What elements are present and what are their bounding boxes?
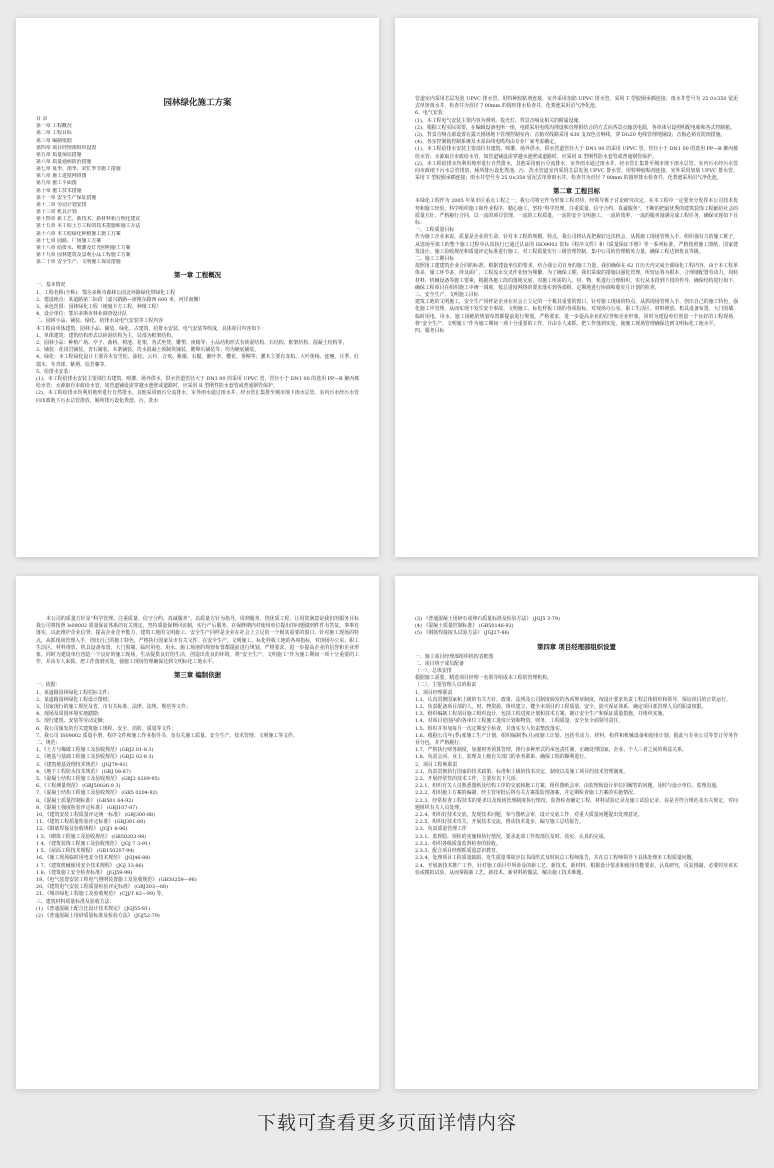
paragraph: 11、《建筑工程质量检验评定标准》 (GBJ301-88) bbox=[36, 819, 146, 826]
paragraph: 12、《钢筋焊接及验收规程》 (JGJ1 8-96) bbox=[36, 826, 128, 833]
paragraph: 7、《混凝土结构工程施工及验收规范》 (GB5 0204-92) bbox=[36, 790, 158, 797]
paragraph: 2.4、开展新技术推广工作，针对施工项目中所涉及的新工艺、新技术、新材料，根据设计要求和使用功能要求，认真研究，反复推敲，必要时应该实验或模拟试验，从而掌握新工艺、新技术、新材料的做法，解决施工技术难题。 bbox=[415, 862, 738, 876]
paragraph: 2.2.4、组织好技术交底，发现技术问题，参与图纸会审，设计交底工作，对重大质量问题提出处理意见。 bbox=[415, 812, 643, 819]
paragraph: 2.1、负责贯彻执行国家的技术政策、标准和上级的技术决定、制度以及施工项目的技术管理制度。 bbox=[415, 768, 629, 775]
page-body bbox=[415, 616, 738, 638]
toc-item: 第四章 项目经理部组织设置 bbox=[36, 144, 97, 151]
paragraph: 2.3.4、处理项目工程质量缺陷，发生质量事故应以书面形式及时向总工程师报告，并在总工程师领导下具体处理本工程质量问题。 bbox=[415, 855, 697, 862]
paragraph: 1.6、根据公司年(季)度施工生产计划，组织编制季(月)度施工计划，包括劳动力、材料、构件和机械设备和使用计划，据此与专业公司等签订劳务作业分包，并严格履行。 bbox=[415, 732, 738, 747]
toc-item: 第三章 编制依据 bbox=[36, 137, 72, 144]
paragraph: 1.2、负责配备项目部的人、财、物资源，组织建立、健全本项目的工程质量、安全、防火保证体系，确定项目部管理人员的职责权限。 bbox=[415, 704, 707, 711]
paragraph: 1.3、组织编制工程项目施工组织设计，包括工程进度计划和技术方案，制订安全生产和保证质量措施，并组织实施。 bbox=[415, 711, 668, 718]
paragraph: 3、承包范围：园林绿化工程（地貌卡方工程、种植工程） bbox=[36, 303, 162, 310]
chapter-body bbox=[36, 682, 359, 920]
paragraph: 20、《建筑电气安装工程质量检验评定标准》 (GBJ303—88) bbox=[36, 884, 168, 891]
toc-item: 第六章 质量通病防治措施 bbox=[36, 158, 92, 165]
paragraph: 一、工程质量目标 bbox=[415, 227, 455, 234]
paragraph: 1.8、负责会同、业主、监理及上级有关部门的业务联系，确保工程的顺利进行。 bbox=[415, 754, 590, 761]
paragraph: (1)、本工程电气安装主要内容为照明、投光灯、背景音响及相关的附属设施。 bbox=[415, 117, 584, 124]
paragraph: (1) 《普通混凝土配合比设计技术规定》 (JGJ55-81) bbox=[36, 905, 151, 912]
paragraph: (4) 《混凝土质量控制标准》 (GB50146-92) bbox=[415, 623, 514, 630]
paragraph: 2.3、负责质量管理工作 bbox=[415, 826, 467, 833]
paragraph: 16、《施工现场临时用电安全技术规范》 (JGJ46-88) bbox=[36, 855, 151, 862]
paragraph: 2.2.1、组织有关人员熟悉图纸及结构工序的交底和施工方案，组织图纸会审，由监理和设计单位同解答的问题，及时与设计单位、监理沟通。 bbox=[415, 783, 721, 790]
chapter-body bbox=[36, 282, 359, 404]
paragraph: 二、项目班子成员配备 bbox=[415, 660, 464, 667]
paragraph: 一、施工项目经理部组织机构表框图 bbox=[415, 653, 494, 660]
paragraph: 2.2、开展经常性的技术工作，主要有以下几项： bbox=[415, 776, 521, 783]
paragraph: 9、《混凝土强度检验评定标准》 (GBJ107-87) bbox=[36, 804, 138, 811]
toc-item: 第十七章 园路、广场施工方案 bbox=[36, 237, 102, 244]
paragraph: 1 4、《建筑装饰工程施工及验收规范》 (JGJ 7 3-91) bbox=[36, 840, 150, 847]
paragraph: 3、铺装：花岗岩铺装、青石铺装、木条铺装、洗水混凝土预制块铺装、鹅卵石铺装等；均为硬底铺装。 bbox=[36, 347, 260, 354]
paragraph: 二、园林小品、铺装、绿化、给排水及电气安装等工程内容 bbox=[36, 318, 164, 325]
toc-item: 第十四章 新工艺、新技术、新材料和合理化建议 bbox=[36, 216, 141, 223]
paragraph: 5、给排水安装： bbox=[36, 368, 74, 375]
chapter-body bbox=[415, 654, 738, 877]
paragraph: 2、园林小品：种植广场、亭子、曲桥、树池、花架、各式坐凳、雕塑、座椅等；小品结构形式有砖混结构、石结构、框架结构、混凝土结构等。 bbox=[36, 339, 348, 346]
download-more-prompt[interactable]: 下载可查看更多页面详情内容 bbox=[256, 1112, 517, 1134]
paragraph: 2.2.5、组织好技术攻关，开展技术交流，推动技术进步，编写施工总结报告。 bbox=[415, 819, 584, 826]
paragraph: 三、建筑材料质量标准及验收方法： bbox=[36, 898, 115, 905]
paragraph: (2)、本工程给排水均利用地形进行自然排水，其他采用雨污分流排水，室外雨水通过雨水井，经水管汇集排至城市地下雨水总管。室内污水经污水管向市政地下污水总管排放，厕所排污设化粪池、污、洗水 bbox=[36, 390, 359, 404]
paragraph: （二）、主要管理人员的职责 bbox=[415, 682, 477, 689]
paragraph: （一）、总体安排 bbox=[415, 668, 452, 675]
toc-item: 第二十章 安全生产、文明施工保证措施 bbox=[36, 259, 121, 266]
paragraph: 一、基本情况 bbox=[36, 282, 66, 289]
paragraph: 6、《工程测量规范》 (GBJ50026-9 3) bbox=[36, 783, 121, 790]
paragraph: (1)、本工程给排水安装主要部位有建筑、喷灌、场外供水，供水管道管径大于 DN1 00 的采用 UPVC 管，管径小于 DN1 00 的选用 PP—R 聚丙烯给水管；水源取自市政给水管，如管道铺设需穿越水池壁或道路时，应采用 II 型刚性防水套管或普通钢管保护。 bbox=[415, 146, 738, 160]
paragraph: 本工程由单体建筑、园林小品、铺装、绿化、古建筑、给排水安装、电气安装等组成，具体项目内容如下： bbox=[36, 325, 266, 332]
chapter-heading: 第四章 项目经理部组织设置 bbox=[537, 642, 616, 651]
toc-item: 第十三章 机具计划 bbox=[36, 209, 77, 216]
paragraph: (2) 《普通混凝土用砂质量标准及检验方法》 (JGJ52-79) bbox=[36, 912, 160, 919]
paragraph: 四、服务目标 bbox=[415, 328, 445, 335]
chapter-heading: 第二章 工程目标 bbox=[553, 187, 600, 196]
document-page-2 bbox=[395, 18, 758, 557]
chapter-body bbox=[415, 198, 738, 335]
paragraph: 建筑工地的文明施工，安全生产同样是企业在社会上立足的一个极其重要的窗口，针对施工现场的特点，从抓现场管理入手，创出自己的施工特色，强化施工中管理，从而实现不发生安全事故、文明施工、标化样板工地的各项指标。对现场办公室、职工生活区、材料堆放、机具设备布置，大门围墙、临时用电、用水、施工场地的规划布置都提前进行规划，严格要求，进一步提高企业的信誉和企业形象，同时为建设单位创造一个良好的工程现场，将“安全生产，文明施工”作为施工期间一项十分重要的工作，并由专人来抓，把工作落到实处，使施工现场管理确保达到文明标化工地水平。 bbox=[415, 299, 738, 327]
paragraph: 4、现场及周围环境实地踏勘； bbox=[36, 711, 103, 718]
paragraph: 根据施工需要，精选项目经理一名领导组成本工程的管理机构。 bbox=[415, 675, 552, 682]
paragraph: 1、某道路园林绿化工程招标文件； bbox=[36, 689, 113, 696]
paragraph: 三、安全生产、文明施工目标 bbox=[415, 292, 479, 299]
paragraph: (2)、根据工程实际需要，在编辑设备电所一座，电缆采用电缆沟埋设和直埋相结合的方式向各景点输送电源，各单体另设照明配电箱和各式控制箱。 bbox=[415, 124, 735, 131]
page-body bbox=[415, 96, 738, 182]
paragraph: 21、《城市绿化工程施工及验收规范》 (CJJ/T 82—99) 等。 bbox=[36, 891, 167, 898]
toc-item: 第十八章 给排水、喷灌及灯光照明施工方案 bbox=[36, 244, 131, 251]
paragraph: 3、《建筑地基处理技术规范》 (JGJ79-91) bbox=[36, 761, 128, 768]
paragraph: 1.5、组织并参加每月一次定期安全检查，并落实专人负责整改落实。 bbox=[415, 725, 565, 732]
paragraph: 2.2.3、经常检查工程技术的要求以及现场管理制度执行情况，监督检查确定工程、材料试验记录及施工试验记录，看是否符合规范及有关规定，对问题组织有关人员处理。 bbox=[415, 797, 738, 811]
paragraph: 10、《建筑安装工程质量评定统一标准》 (GBJ300-88) bbox=[36, 812, 155, 819]
paragraph: 2.3.1、监督隐、预检的实施和执行情况，要求此项工作按部位及时、真实、认真的完成。 bbox=[415, 833, 609, 840]
paragraph: 4、《地下工程防水技术规范》 (GBJ 08-87) bbox=[36, 768, 131, 775]
paragraph: 管道室内采用芯层发泡 UPVC 排水管，用特种胶粘剂连接，室外采用加筋 UPVC 排水管，采用 T 型胶圈承插连接；雨水井型号为 25 0×350 留泥式单箅雨水井，检查井为直径 7 00mm 的圆形排水检查井，化粪池采用沼气净化池。 bbox=[415, 96, 738, 110]
paragraph: 2.3.3、配合项目经理抓质量意识教育。 bbox=[415, 848, 501, 855]
paragraph: 按照用工建建筑企业合同的标准，根据建设单位的要求，结合我公司自身的施工力量，我们确保在 62 日历天内完成全部绿化工程内容，由于本工程单体多，施工环节多，涉及面广，工程流水交叉作业较为频繁，为了确保工期，我们采取的措施以强化管理，所密运筹为根本，合理地配置劳动力，周转材料，机械设备等施工要素，根据各施工段的落地交底，对施工所需的人、材、物、机进行合理组织，实行从本段到下段的传导，确保结构进行如下，确保工程项目在组织施工中统一调度，按总进度网络的要求落实到各部组，定期地进行协调和收实月计划的检查。 bbox=[415, 263, 738, 291]
paragraph: 19、《电气装置安装工程电气照明装置施工及验收规范》 (GB50259—96) bbox=[36, 876, 197, 883]
paragraph: 1.1、认真贯彻国家和上级的有关方针、政策、法规及公司制度颁发的各项规章制度，按设计要求负责工程总体组织和领导，保证项目的正常运行。 bbox=[415, 696, 731, 703]
paragraph: 一、依据： bbox=[36, 682, 61, 689]
toc-item: 第一章 工程概况 bbox=[36, 123, 72, 130]
paragraph: 2、《地基与基础工程施工及验收规范》(GBJ2 02-8 3) bbox=[36, 754, 154, 761]
paragraph: 4、绿化：本工程绿化设计主要乔木有雪松、油松、云杉、合欢、紫薇、石榴、紫叶李、樱花、垂柳等；灌木主要有龙柏、大叶黄杨、连翘、月季、红瑞木、冬青球、紫荆、扶芳藤等。 bbox=[36, 354, 359, 368]
document-page-1 bbox=[16, 18, 379, 557]
paragraph: 2、项目工程师职责 bbox=[415, 761, 458, 768]
paragraph: 1.4、对项目范围内的各单位工程施工进度计划和物资、财务，工程质量、安全负全面领导责任。 bbox=[415, 718, 624, 725]
paragraph: (4)、各室控制箱控制系统及水泵由线电缆均由专业厂家考虑确定。 bbox=[415, 139, 559, 146]
paragraph: 6、我公司颁发的有关建筑施工规程、安全、消防、质量等文件； bbox=[36, 725, 177, 732]
paragraph: 二、规范： bbox=[36, 740, 61, 747]
toc-item: 第十章 施工技术措施 bbox=[36, 187, 82, 194]
toc-item: 第二章 工程目标 bbox=[36, 130, 72, 137]
paragraph: 2、建设地点：某道路第二标段（嘉兴路路—席格尔路西 600 米，河岸南侧） bbox=[36, 296, 204, 303]
paragraph: 2.2.2、组织施工方案的编制，经主管审批后将有关方案报监理备案，并定期检查施工方案的实施情况。 bbox=[415, 790, 638, 797]
table-of-contents bbox=[36, 123, 359, 266]
paragraph: 1、工程名称(全称)：鄂尔多斯市森林公园北环路绿化带绿化工程 bbox=[36, 289, 175, 296]
toc-item: 第十六章 本工程绿化种植施工施工方案 bbox=[36, 230, 121, 237]
paragraph: 2.3.2、组织各级质量监督检查的验收。 bbox=[415, 840, 501, 847]
document-page-3 bbox=[16, 576, 379, 1089]
chapter-heading: 第一章 工程概况 bbox=[174, 271, 221, 280]
paragraph: 1 8、《建筑施工安全检查标准》 (JGJ59-99) bbox=[36, 869, 133, 876]
toc-item: 第十二章 劳动计划安排 bbox=[36, 201, 87, 208]
paragraph: 1、项目经理职责 bbox=[415, 689, 453, 696]
paragraph: (3)、背景音响音源设置在露天剧场地下管理控制室内；音箱对线路采用 630 支双色音响线，穿 DG20 电线管埋地铺设；音箱必须有防雨措施。 bbox=[415, 132, 726, 139]
paragraph: (5) 《钢筋焊接接头试验方法》 (JGJ27-86) bbox=[415, 630, 510, 637]
paragraph: (3) 《普通混凝土用碎石或卵石质量标准及检验方法》 (JGJ5 3-79) bbox=[415, 616, 560, 622]
paragraph: 本绿化工程作为 2005 年某市区重点工程之一，我公司将它作为形象工程对待，经领导班子讨论研究决定，在本工程中一定要充分发挥本公司技术优势和施工经验，科学组织施工和作业程序，精心施工，坚持“科学管理、注重质量、信守合约、真诚服务”，不断的把最优秀的建筑装饰工程献给社会的质量方针，严格履行合同，以一流的项目管理，一流的工程质量，一流的安全文明施工，一流的效率，一流的服务圆满完成工程任务，确保实现如下目标： bbox=[415, 198, 738, 227]
paragraph: 作为施工企业来说，质量是企业的生命，针对本工程的规模、特点，我公司将认真把握好这次机会，从抓施工现场管理入手，组织强有力的施工班子，从选场至竣工的整个施工过程中认真执行已通过认证的 ISO9002 贯标《程序文件》和《质量保证手册》等一系列标准，严格按照施工图纸、国家建筑设计、施工验收规范和质量评定标准进行施工，对工程质量实行三级管理控制，集中公司的管理精英力量，确保工程达到优良等级。 bbox=[415, 234, 738, 255]
toc-item: 第八章 施工进度网络图 bbox=[36, 173, 87, 180]
paragraph: (1)、本工程给排水安装主要部位有建筑、喷灌、场外供水，供水管道管径大于 DN1 00 的采用 UPVC 管，管径小于 DN1 00 的选用 PP—R 聚丙烯给水管；水源取自市政给水管，如管道铺设需穿越水池壁或道路时，应采用 II 型刚性防水套管或普通钢管保护。 bbox=[36, 375, 359, 390]
toc-item: 第五章 质量保证措施 bbox=[36, 151, 82, 158]
paragraph: 1、单体建筑：建筑结构形式以砖混结构为主，局部为框架结构。 bbox=[36, 332, 177, 339]
paragraph: 1 7、《建筑机械使用安全技术规程》 (JGJ 33-86) bbox=[36, 862, 144, 869]
paragraph: 本公司的质量方针是“科学管理、注重质量、信守合约、真诚服务”，以质量方针为指导，周到服务，创优质工程，让用资满意是我们的服务目标 我公司将按照 Is09002 质量保证体系的有关规定，坚持质量保修回访制，实行产后服务，在保修期内对使用单位提出的问题做到件件有答复、事事有落实，以此维护企业信誉，提高企业竞争能力，建筑工地的文明施工，安全生产同样是企业在社会上立足的一个极其重要的窗口，针对施工现场的特点，从抓现场管理入手，创出自己的施工特色，严格执行国家及市有关文件，在安全生产、文明施工、标化样板工地的各项指标，对现场办公室、职工生活区、材料堆放、机具设备布置，大门围墙、临时用电、用水、施工场地的规划布置都提前进行规划，严格要求，进一步提高企业的信誉和企业形象，同时为建设单位创造一个良好的施工现场，生活提供良好的生活，创造出优良的环境，将“安全生产，文明施工”作为施工期间一项十分重要的工作，并由专人来抓，把工作落到实处，使施工现场管理确保达到文明标化工地水平。 bbox=[36, 616, 359, 666]
paragraph: 4、设计单位：鄂尔多斯市林业调查设计队 bbox=[36, 311, 128, 318]
page-body bbox=[36, 616, 359, 666]
paragraph: 1.7、严格执行财务制度，加强财务预算管理，推行多种形式的承包责任制，正确处理国家、企业、个人三者之间的利益关系。 bbox=[415, 747, 687, 754]
toc-item: 第十一章 安全生产保证措施 bbox=[36, 194, 97, 201]
paragraph: 5、现行建筑、安装等劳动定额； bbox=[36, 718, 108, 725]
document-page-4 bbox=[395, 576, 758, 1089]
toc-item: 第十五章 本工程土方工程的技术措施和施工办法 bbox=[36, 223, 141, 230]
chapter-heading: 第三章 编制依据 bbox=[174, 671, 221, 680]
paragraph: 二、施工工期目标 bbox=[415, 256, 455, 263]
document-title: 园林绿化施工方案 bbox=[163, 98, 232, 108]
paragraph: 2、某道路园林绿化工程设计图纸； bbox=[36, 696, 113, 703]
paragraph: 5、《混凝土结构工程施工及验收规范》 (GBJ2 0209-95) bbox=[36, 776, 160, 783]
toc-item: 第九章 施工平面图 bbox=[36, 180, 77, 187]
paragraph: 8、《混凝土质量控制标准》 (GB501 64-92) bbox=[36, 797, 134, 804]
paragraph: 7、我公司 IS09002 质量手册、程序文件和施工作业指导书，及有关施工质量、安全生产、技术管理、文明施工等文件。 bbox=[36, 732, 298, 739]
paragraph: 1 3、《砌体工程施工及验收规范》 (GB50203-98) bbox=[36, 833, 147, 840]
paragraph: (2)、本工程给排水均利用地形进行自然排水，其他采用雨污分流排水，室外雨水通过雨水井，经水管汇集排至城市地下雨水总管。室内污水经污水管向市政地下污水总管排放，厕所排污设化粪池、污、洗水管道室内采用芯层发泡 UPVC 排水管，用特种胶粘剂连接，室外采用加筋 UPVC 排水管，采用 T 型胶圈承插连接；雨水井型号为 25 0×350 留泥式单箅雨水井，检查井为直径 7 00mm 的圆形排水检查井，化粪池采用沼气净化池。 bbox=[415, 160, 738, 182]
paragraph: 1 5、《屋面工程技术规程》 (GB150207-94) bbox=[36, 848, 135, 855]
paragraph: 6、电气安装： bbox=[415, 110, 448, 117]
toc-item: 第十九章 园林建筑及景观小品工程施工方案 bbox=[36, 252, 131, 259]
paragraph: 1、《土方与爆破工程施工及验收规范》(GBJ2 01-8 3) bbox=[36, 747, 154, 754]
paragraph: 3、国家现行的施工规范及省、市有关标准、法律、法规、规范等文件； bbox=[36, 704, 191, 711]
toc-heading: 目 录 bbox=[36, 116, 48, 122]
toc-item: 第七章 夏季、雨季、农忙季节施工措施 bbox=[36, 166, 121, 173]
